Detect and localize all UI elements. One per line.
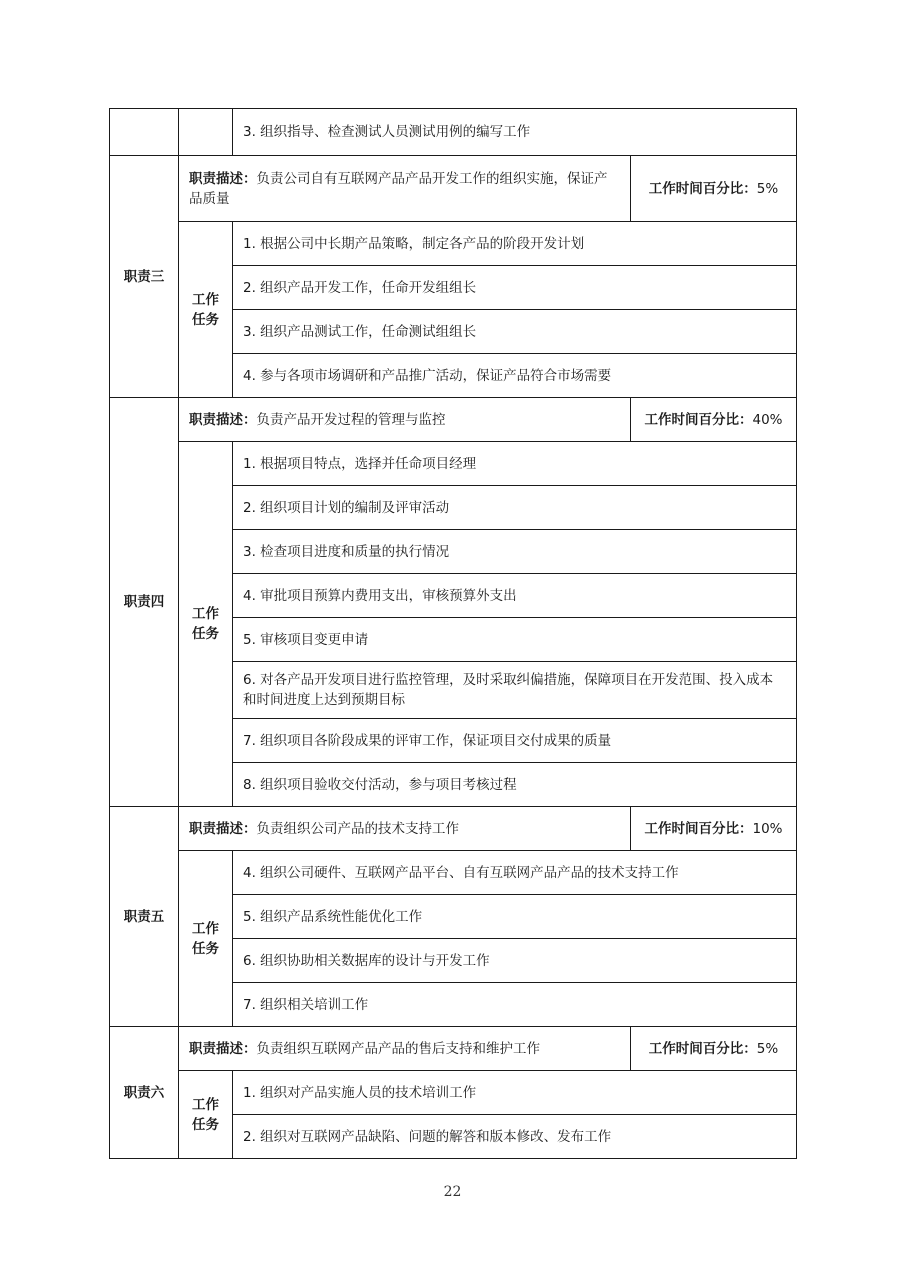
task-text: 4. 参与各项市场调研和产品推广活动，保证产品符合市场需要	[233, 354, 797, 398]
desc-label: 职责描述：	[189, 1040, 257, 1057]
pct-label: 工作时间百分比：	[644, 820, 753, 837]
task-text: 7. 组织项目各阶段成果的评审工作，保证项目交付成果的质量	[233, 719, 797, 763]
pct-value: 40%	[752, 411, 783, 428]
desc-label: 职责描述：	[189, 411, 257, 428]
duty-description	[179, 156, 631, 222]
task-header-line: 任务	[192, 1116, 219, 1133]
duty-title: 职责五	[110, 807, 179, 1027]
task-text: 2. 组织产品开发工作，任命开发组组长	[233, 266, 797, 310]
desc-text: 负责产品开发过程的管理与监控	[256, 411, 446, 428]
pct-label: 工作时间百分比：	[648, 180, 757, 197]
task-text: 5. 组织产品系统性能优化工作	[233, 895, 797, 939]
task-text: 7. 组织相关培训工作	[233, 983, 797, 1027]
time-percentage	[631, 807, 797, 851]
task-header	[179, 851, 233, 1027]
desc-text: 负责公司自有互联网产品产品开发工作的组织实施，保证产品质量	[189, 170, 608, 207]
task-text: 3. 组织产品测试工作，任命测试组组长	[233, 310, 797, 354]
desc-text: 负责组织公司产品的技术支持工作	[256, 820, 459, 837]
task-text: 3. 组织指导、检查测试人员测试用例的编写工作	[233, 109, 797, 156]
task-header-line: 任务	[192, 940, 219, 957]
time-percentage	[631, 156, 797, 222]
task-header-line: 任务	[192, 626, 219, 642]
duty-title: 职责四	[110, 398, 179, 807]
duty-description	[179, 1027, 631, 1071]
task-row	[110, 442, 797, 486]
task-text: 2. 组织项目计划的编制及评审活动	[233, 486, 797, 530]
task-text: 4. 组织公司硬件、互联网产品平台、自有互联网产品产品的技术支持工作	[233, 851, 797, 895]
task-header-line: 工作	[192, 291, 219, 308]
duty-6-desc-row	[110, 1027, 797, 1071]
pct-value: 5%	[756, 180, 779, 197]
pct-label: 工作时间百分比：	[644, 411, 753, 428]
pct-value: 5%	[756, 1040, 779, 1057]
time-percentage	[631, 1027, 797, 1071]
pct-label: 工作时间百分比：	[648, 1040, 757, 1057]
task-header-line: 工作	[192, 606, 219, 622]
duty-description	[179, 398, 631, 442]
duty-title: 职责三	[110, 156, 179, 398]
task-row	[110, 222, 797, 266]
desc-text: 负责组织互联网产品产品的售后支持和维护工作	[256, 1040, 540, 1057]
desc-label: 职责描述：	[189, 820, 257, 837]
task-text: 3. 检查项目进度和质量的执行情况	[233, 530, 797, 574]
desc-label: 职责描述：	[189, 170, 257, 187]
task-header-line: 工作	[192, 920, 219, 937]
task-text: 5. 审核项目变更申请	[233, 618, 797, 662]
time-percentage	[631, 398, 797, 442]
task-text: 2. 组织对互联网产品缺陷、问题的解答和版本修改、发布工作	[233, 1115, 797, 1159]
task-header	[179, 222, 233, 398]
task-row	[110, 851, 797, 895]
duty-title: 职责六	[110, 1027, 179, 1159]
task-header-line: 任务	[192, 311, 219, 328]
task-row	[110, 1071, 797, 1115]
continuation-row	[110, 109, 797, 156]
task-text: 8. 组织项目验收交付活动，参与项目考核过程	[233, 763, 797, 807]
task-text: 1. 根据公司中长期产品策略，制定各产品的阶段开发计划	[233, 222, 797, 266]
duty-table	[109, 108, 797, 1159]
duty-4-desc-row	[110, 398, 797, 442]
duty-3-desc-row	[110, 156, 797, 222]
empty-cell	[110, 109, 179, 156]
duty-5-desc-row	[110, 807, 797, 851]
task-text: 4. 审批项目预算内费用支出，审核预算外支出	[233, 574, 797, 618]
duty-description	[179, 807, 631, 851]
task-text: 1. 组织对产品实施人员的技术培训工作	[233, 1071, 797, 1115]
task-text: 1. 根据项目特点，选择并任命项目经理	[233, 442, 797, 486]
task-header	[179, 1071, 233, 1159]
task-text: 6. 组织协助相关数据库的设计与开发工作	[233, 939, 797, 983]
page-number: 22	[443, 1184, 462, 1200]
task-text: 6. 对各产品开发项目进行监控管理，及时采取纠偏措施，保障项目在开发范围、投入成本和时间进度上达到预期目标	[233, 662, 797, 719]
task-header-line: 工作	[192, 1096, 219, 1113]
pct-value: 10%	[752, 820, 783, 837]
empty-cell	[179, 109, 233, 156]
task-header	[179, 442, 233, 807]
